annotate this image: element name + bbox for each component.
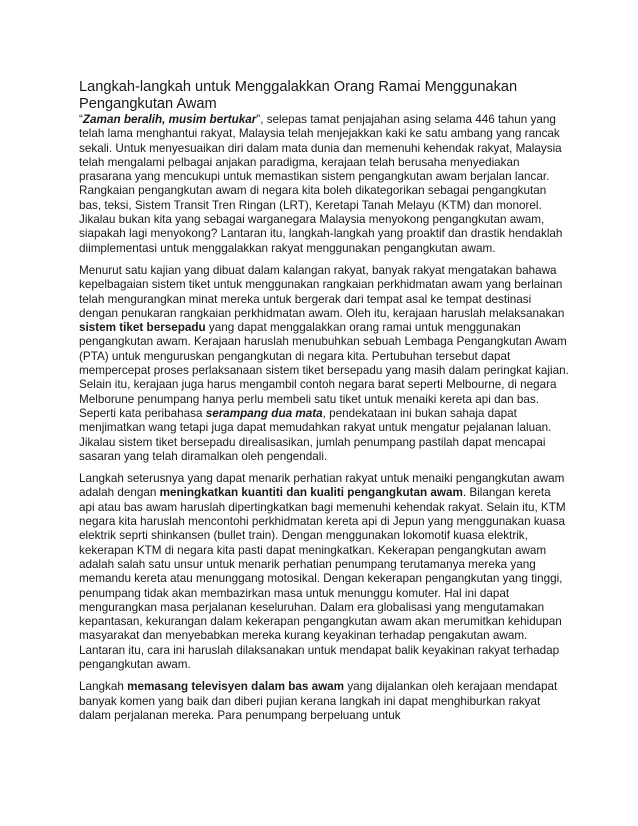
document-title: Langkah-langkah untuk Menggalakkan Orang Ramai Menggunakan Pengangkutan Awam (79, 79, 518, 112)
paragraph-television (79, 680, 569, 723)
paragraph-text: , pendekataan ini bukan sahaja dapat menjimatkan wang tetapi juga dapat memudahkan rakyat untuk mengatur pejalanan laluan. Jikalau sistem tiket bersepadu direalisasikan, jumlah penumpang pastilah dapat mencapai sasaran yang telah diramalkan oleh pengendali. (79, 406, 552, 463)
paragraph-text: . Bilangan kereta api atau bas awam haruslah dipertingkatkan bagi memenuhi kehendak rakyat. Selain itu, KTM negara kita haruslah mencontohi perkhidmatan kereta api di Jepun yang menggunakan kuasa elektrik seprti shinkansen (bullet train). Dengan menggunakan lokomotif kuasa elektrik, kekerapan KTM di negara kita pasti dapat meningkatkan. Kekerapan pengangkutan awam adalah salah satu unsur untuk menarik perhatian penumpang terutamanya mereka yang memandu kereta atau menunggang motosikal. Dengan kekerapan pengangkutan yang tinggi, penumpang tidak akan membazirkan masa untuk menunggu komuter. Hal ini dapat mengurangkan masa perjalanan keseluruhan. Dalam era globalisasi yang mengutamakan kepantasan, kekurangan dalam kekerapan pengangkutan awam akan merumitkan kehidupan masyarakat dan menyebabkan mereka kurang keyakinan terhadap pengakutan awam. Lantaran itu, cara ini haruslah dilaksanakan untuk mendapat balik keyakinan rakyat terhadap pengangkutan awam. (79, 486, 566, 671)
document-body (79, 79, 569, 731)
bold-phrase: meningkatkan kuantiti dan kualiti pengangkutan awam (159, 486, 463, 500)
open-quote: “ (79, 113, 83, 126)
paragraph-text: Langkah (79, 680, 128, 694)
paragraph-text: ”, selepas tamat penjajahan asing selama 446 tahun yang telah lama menghantui rakyat, Malaysia telah menjejakkan kaki ke satu ambang yang rancak sekali. Untuk menyesuaikan diri dalam mata dunia dan memenuhi kehendak rakyat, Malaysia telah mengalami pelbagai anjakan paradigma, kerajaan telah berusaha menyediakan prasarana yang mencukupi untuk memastikan sistem pengangkutan awam berjalan lancar. Rangkaian pengangkutan awam di negara kita boleh dikategorikan sebagai pengangkutan bas, teksi, Sistem Transit Tren Ringan (LRT), Keretapi Tanah Melayu (KTM) dan monorel. Jikalau bukan kita yang sebagai warganegara Malaysia menyokong pengangkutan awam, siapakah lagi menyokong? Lantaran itu, langkah-langkah yang proaktif dan drastik hendaklah diimplementasi untuk menggalakkan rakyat menggunakan pengangkutan awam. (79, 113, 563, 255)
paragraph-text: Menurut satu kajian yang dibuat dalam kalangan rakyat, banyak rakyat mengatakan bahawa kepelbagaian sistem tiket untuk menggunakan rangkaian perkhidmatan awam yang berlainan telah mengurangkan minat mereka untuk bergerak dari tempat asal ke tempat destinasi dengan penukaran rangkaian perkhidmatan awam. Oleh itu, kerajaan haruslah melaksanakan (79, 263, 565, 320)
paragraph-text: yang dapat menggalakkan orang ramai untuk menggunakan pengangkutan awam. Kerajaan haruslah menubuhkan sebuah Lembaga Pengangkutan Awam (PTA) untuk menguruskan pengangkutan di negara kita. Pertubuhan tersebut dapat mempercepat proses perlaksanaan sistem tiket bersepadu yang masih dalam peringkat kajian. Selain itu, kerajaan juga harus mengambil contoh negara barat seperti Melbourne, di negara Melborune penumpang hanya perlu membeli satu tiket untuk menaiki kereta api dan bas. Seperti kata peribahasa (79, 321, 569, 420)
quote-emphasis: Zaman beralih, musim bertukar (82, 113, 257, 126)
proverb-emphasis: serampang dua mata (205, 406, 323, 420)
paragraph-quantity-quality (79, 472, 569, 672)
paragraph-text: Langkah seterusnya yang dapat menarik perhatian rakyat untuk menaiki pengangkutan awam adalah dengan (79, 472, 565, 500)
bold-phrase: memasang televisyen dalam bas awam (127, 680, 345, 694)
paragraph-ticket-system (79, 264, 569, 464)
paragraph-intro (79, 113, 569, 256)
bold-phrase: sistem tiket bersepadu (79, 321, 206, 335)
paragraph-text: yang dijalankan oleh kerajaan mendapat banyak komen yang baik dan diberi pujian kerana langkah ini dapat menghiburkan rakyat dalam perjalanan mereka. Para penumpang berpeluang untuk (79, 680, 558, 722)
